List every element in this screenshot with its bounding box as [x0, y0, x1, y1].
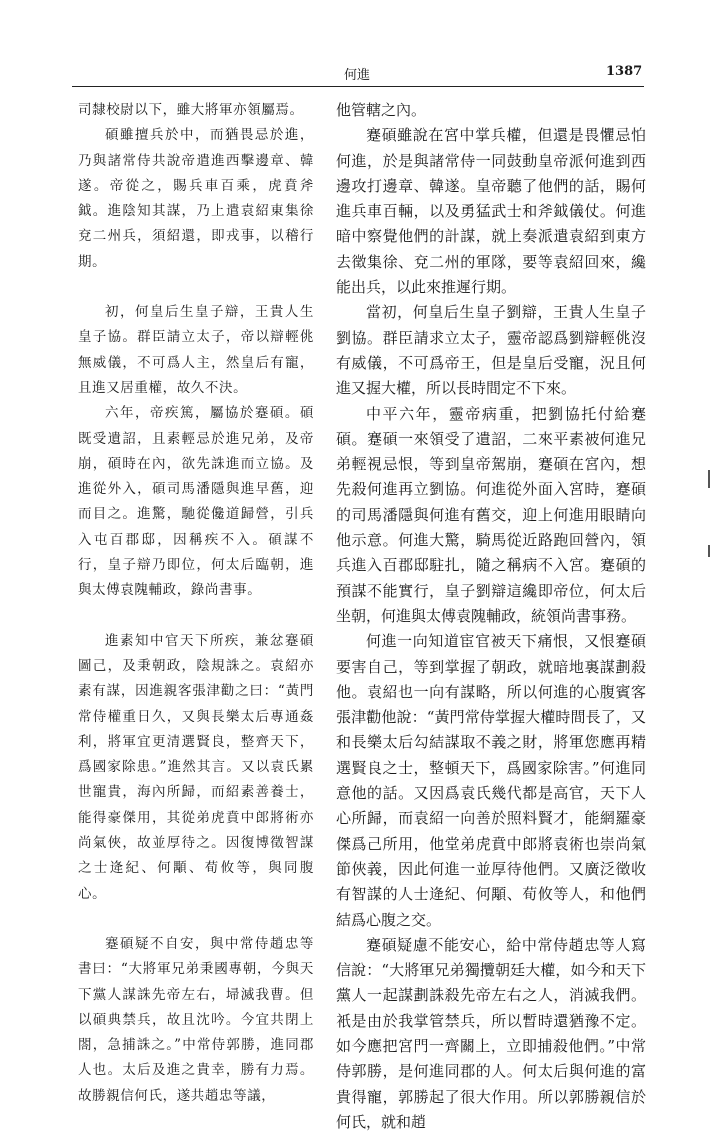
- classical-paragraph: 司隸校尉以下，雖大將軍亦領屬焉。: [78, 102, 304, 118]
- modern-paragraph: 中平六年，靈帝病重，把劉協托付給蹇碩。蹇碩一來領受了遺詔，二來平素被何進兄弟輕視忌恨，等到皇帝駕崩，蹇碩在宮內，想先殺何進再立劉協。何進從外面入宮時，蹇碩的司馬潘隱與何進有舊交，迎上何進用眼睛向他示意。何進大驚，騎馬從近路跑回營內，領兵進入百郡邸駐扎，隨之稱病不入宮。蹇碩的預謀不能實行，皇子劉辯這纔即帝位，何太后坐朝，何進與太傅袁隗輔政，統領尚書事務。: [336, 404, 646, 625]
- classical-paragraph: 碩雖擅兵於中，而猶畏忌於進，乃與諸常侍共說帝遣進西擊邊章、韓遂。帝從之，賜兵車百乘，虎賁斧鉞。進陰知其謀，乃上遣袁紹東集徐兗二州兵，須紹還，即戎事，以稽行期。: [78, 127, 314, 270]
- classical-text-column: [78, 98, 314, 1109]
- modern-paragraph: 他管轄之內。: [336, 101, 427, 119]
- modern-translation-column: [336, 98, 646, 1135]
- header-rule: [72, 86, 644, 87]
- running-header-title: 何進: [344, 68, 371, 83]
- classical-paragraph: 蹇碩疑不自安，與中常侍趙忠等書曰：“大將軍兄弟秉國專朝，今與天下黨人謀誅先帝左右，埽滅我曹。但以碩典禁兵，故且沈吟。今宜共閉上閤，急捕誅之。”中常侍郭勝，進同郡人也。太后及進之貴幸，勝有力焉。故勝親信何氏，遂共趙忠等議，: [78, 935, 314, 1104]
- classical-paragraph: 初，何皇后生皇子辯，王貴人生皇子協。群臣請立太子，帝以辯輕佻無威儀，不可爲人主，然皇后有寵，且進又居重權，故久不決。: [78, 304, 314, 396]
- scan-edge-mark: [708, 545, 710, 557]
- scan-edge-mark: [708, 470, 710, 488]
- classical-paragraph: 六年，帝疾篤，屬協於蹇碩。碩既受遺詔，且素輕忌於進兄弟，及帝崩，碩時在內，欲先誅進而立協。及進從外入，碩司馬潘隱與進早舊，迎而目之。進驚，馳從儳道歸營，引兵入屯百郡邸，因稱疾不入。碩謀不行，皇子辯乃即位，何太后臨朝，進與太傅袁隗輔政，錄尚書事。: [78, 405, 314, 599]
- modern-paragraph: 當初，何皇后生皇子劉辯，王貴人生皇子劉協。群臣請求立太子，靈帝認爲劉辯輕佻沒有威儀，不可爲帝王，但是皇后受寵，況且何進又握大權，所以長時間定不下來。: [336, 303, 646, 398]
- modern-paragraph: 蹇碩雖說在宮中掌兵權，但還是畏懼忌怕何進，於是與諸常侍一同鼓動皇帝派何進到西邊攻打邊章、韓遂。皇帝聽了他們的話，賜何進兵車百輛，以及勇猛武士和斧鉞儀仗。何進暗中察覺他們的計謀，就上奏派遣袁紹到東方去徵集徐、兗二州的軍隊，要等袁紹回來，纔能出兵，以此來推遲行期。: [336, 126, 646, 297]
- classical-paragraph: 進素知中官天下所疾，兼忿蹇碩圖己，及秉朝政，陰規誅之。袁紹亦素有謀，因進親客張津勸之曰：“黃門常侍權重日久，又與長樂太后專通姦利，將軍宜更清選賢良，整齊天下，爲國家除患。”進然其言。又以袁氏累世寵貴，海內所歸，而紹素善養士，能得豪傑用，其從弟虎賁中郎將術亦尚氣俠，故並厚待之。因復博徵智謀之士逄紀、何顒、荀攸等，與同腹心。: [78, 632, 314, 902]
- modern-paragraph: 何進一向知道宦官被天下痛恨，又恨蹇碩要害自己，等到掌握了朝政，就暗地裏謀劃殺他。袁紹也一向有謀略，所以何進的心腹賓客張津勸他說：“黃門常侍掌握大權時間長了，又和長樂太后勾結謀取不義之財，將軍您應再精選賢良之士，整頓天下，爲國家除害。”何進同意他的話。又因爲袁氏幾代都是高官，天下人心所歸，而袁紹一向善於照料賢才，能網羅豪傑爲己所用，他堂弟虎賁中郎將袁術也崇尚氣節俠義，因此何進一並厚待他們。又廣泛徵收有智謀的人士逄紀、何顒、荀攸等人，和他們結爲心腹之交。: [336, 632, 646, 929]
- modern-paragraph: 蹇碩疑慮不能安心，給中常侍趙忠等人寫信說：“大將軍兄弟獨攬朝廷大權，如今和天下黨人一起謀劃誅殺先帝左右之人，消滅我們。衹是由於我掌管禁兵，所以暫時還猶豫不定。如今應把宮門一齊關上，立即捕殺他們。”中常侍郭勝，是何進同郡的人。何太后與何進的富貴得寵，郭勝起了很大作用。所以郭勝親信於何氏，就和趙: [336, 935, 646, 1131]
- page-number: 1387: [606, 64, 643, 79]
